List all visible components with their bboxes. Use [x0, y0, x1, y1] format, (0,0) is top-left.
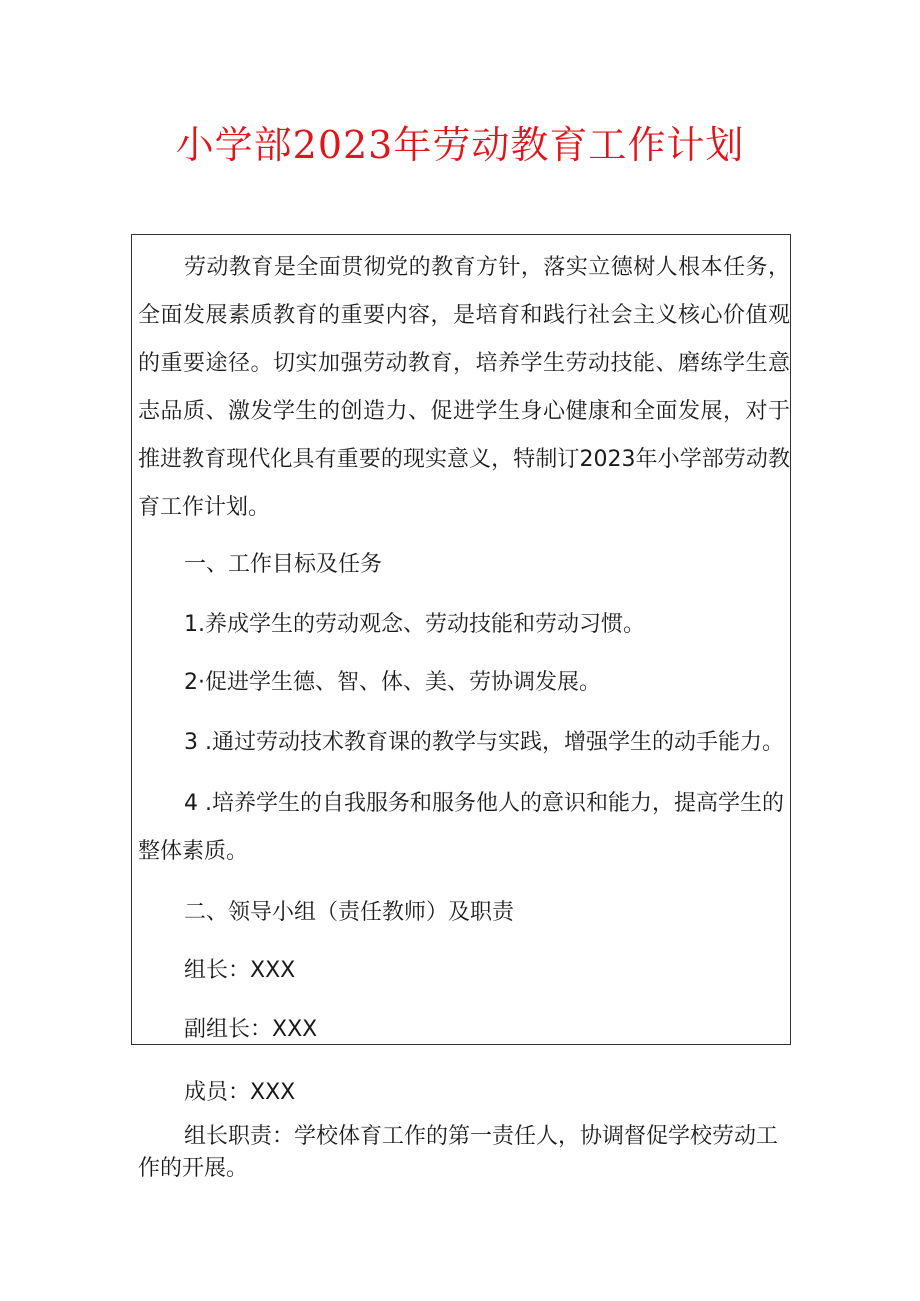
goal-item-3: 3 .通过劳动技术教育课的教学与实践，增强学生的动手能力。	[184, 730, 784, 755]
goal-item-1: 1.养成学生的劳动观念、劳动技能和劳动习惯。	[184, 612, 645, 637]
leader-line: 组长：XXX	[184, 958, 296, 983]
goal-item-4: 4 .培养学生的自我服务和服务他人的意识和能力，提高学生的整体素质。	[138, 791, 784, 864]
intro-paragraph: 劳动教育是全面贯彻党的教育方针，落实立德树人根本任务，全面发展素质教育的重要内容，是培育和践行社会主义核心价值观的重要途径。切实加强劳动教育，培养学生劳动技能、磨练学生意志品质、激发学生的创造力、促进学生身心健康和全面发展，对于推进教育现代化具有重要的现实意义，特制订2023年小学部劳动教育工作计划。	[138, 255, 790, 520]
members-line: 成员：XXX	[184, 1080, 296, 1105]
deputy-leader-line: 副组长：XXX	[184, 1017, 318, 1042]
document-title: 小学部2023年劳动教育工作计划	[175, 123, 745, 167]
leader-duty-paragraph: 组长职责：学校体育工作的第一责任人，协调督促学校劳动工作的开展。	[138, 1124, 779, 1181]
goal-item-2: 2·促进学生德、智、体、美、劳协调发展。	[184, 670, 601, 695]
section1-heading: 一、工作目标及任务	[184, 552, 383, 577]
section2-heading: 二、领导小组（责任教师）及职责	[184, 900, 515, 925]
